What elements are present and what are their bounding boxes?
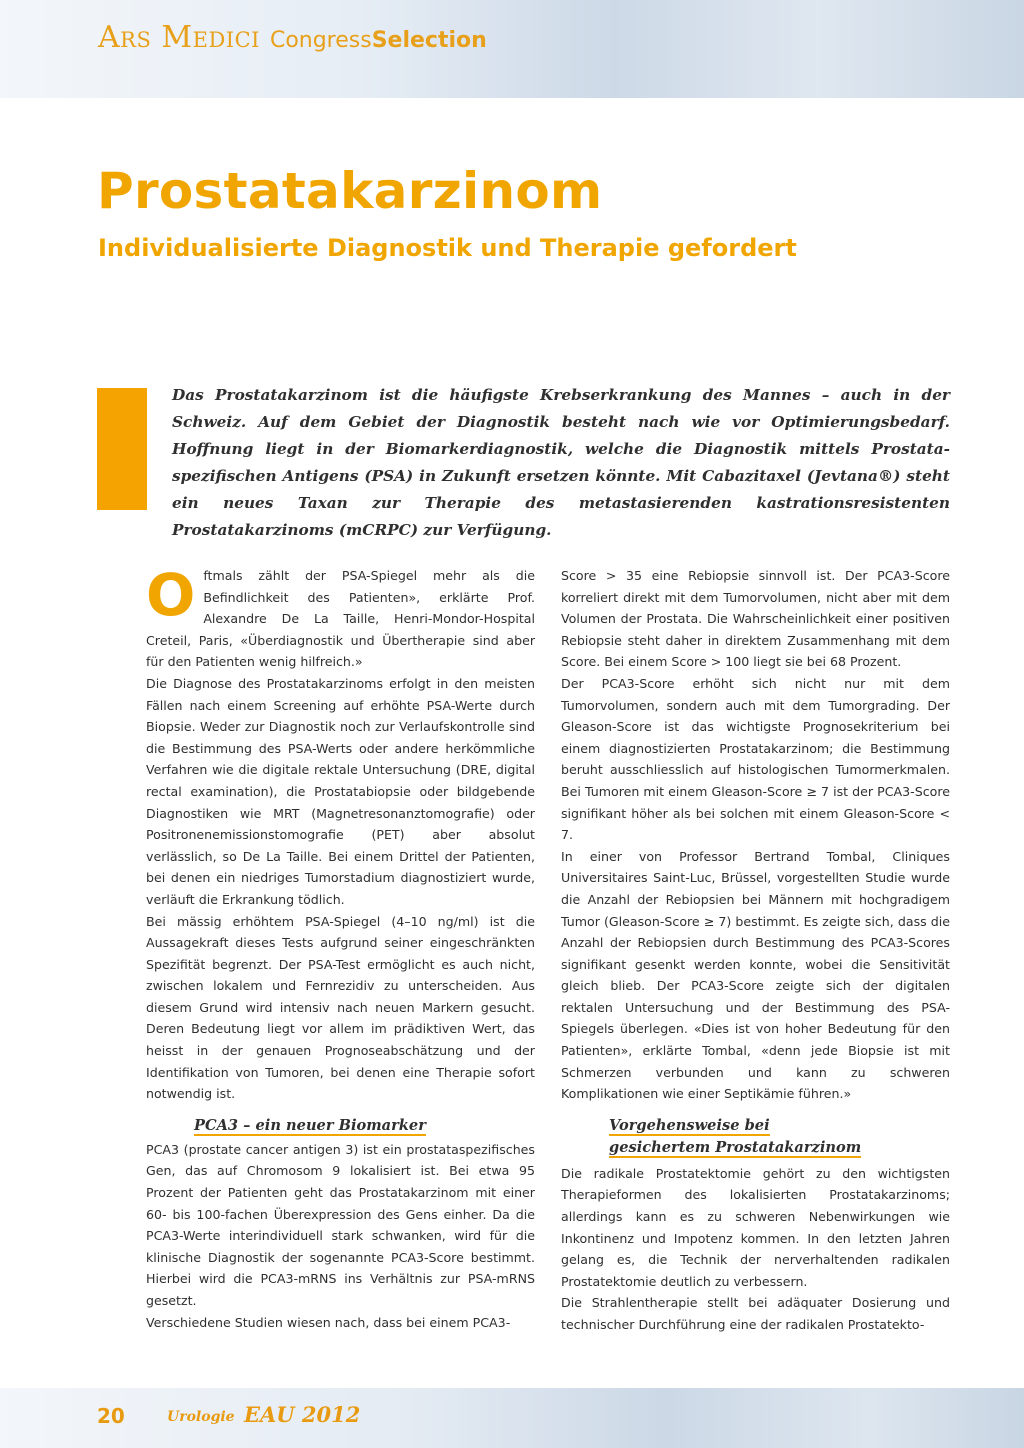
article-lead: Das Prostatakarzinom ist die häufigste Krebserkrankung des Mannes – auch in der Schweiz. Auf dem Gebiet der Diagnostik besteht nach wie vor Optimierungsbedarf. Hoffnung liegt in der Biomarkerdiagnostik, welche die Diagnostik mittels Prostata-spezifischen Antigens (PSA) in Zukunft ersetzen könnte. Mit Cabazitaxel (Jevtana®) steht ein neues Taxan zur Therapie des metastasierenden kastrationsresistenten Prostatakarzinoms (mCRPC) zur Verfügung. — [172, 386, 950, 539]
column-right — [561, 565, 950, 1336]
paragraph-radiotherapy: Die Strahlentherapie stellt bei adäquater Dosierung und technischer Durchführung eine der radikalen Prostatekto- — [561, 1295, 950, 1332]
paragraph-gleason: Der PCA3-Score erhöht sich nicht nur mit dem Tumorvolumen, sondern auch mit dem Tumorgrading. Der Gleason-Score ist das wichtigste Prognosekriterium bei einem diagnostizierten Prostatakarzinom; die Bestimmung beruht ausschliesslich auf histologischen Tumormerkmalen. Bei Tumoren mit einem Gleason-Score ≥ 7 ist der PCA3-Score signifikant höher als bei solchen mit einem Gleason-Score < 7. — [561, 675, 950, 843]
masthead — [98, 20, 487, 60]
section-heading-pca3 — [146, 1115, 535, 1137]
lead-accent-bar — [97, 388, 147, 510]
footer-event: EAU 2012 — [244, 1402, 361, 1427]
page-number: 20 — [97, 1404, 125, 1428]
column-left — [146, 561, 535, 1333]
paragraph-studies: Verschiedene Studien wiesen nach, dass bei einem PCA3- — [146, 1314, 511, 1330]
paragraph-psa: Bei mässig erhöhtem PSA-Spiegel (4–10 ng/ml) ist die Aussagekraft dieses Tests aufgrund seiner eingeschränkten Spezifität begrenzt. Der PSA-Test ermöglicht es auch nicht, zwischen lokalem und Fernrezidiv zu unterscheiden. Aus diesem Grund wird intensiv nach neuen Markern gesucht. Deren Bedeutung liegt vor allem im prädiktiven Wert, das heisst in der genauen Prognoseabschätzung und der Identifikation von Tumoren, bei denen eine Therapie sofort notwendig ist. — [146, 913, 535, 1102]
section-heading-vorgehen — [561, 1115, 950, 1159]
paragraph-prostatectomy: Die radikale Prostatektomie gehört zu den wichtigsten Therapieformen des lokalisierten Prostatakarzinoms; allerdings kann es zu schweren Nebenwirkungen wie Inkontinenz und Impotenz kommen. In den letzten Jahren gelang es, die Technik der nerverhaltenden radikalen Prostatektomie deutlich zu verbessern. — [561, 1165, 950, 1289]
selection-label: Selection — [371, 28, 487, 53]
paragraph-score: Score > 35 eine Rebiopsie sinnvoll ist. Der PCA3-Score korreliert direkt mit dem Tumorvolumen, nicht aber mit dem Volumen der Prostata. Die Wahrscheinlichkeit einer positiven Rebiopsie steht daher in direktem Zusammenhang mit dem Score. Bei einem Score > 100 liegt sie bei 68 Prozent. — [561, 568, 950, 670]
paragraph-diagnosis: Die Diagnose des Prostatakarzinoms erfolgt in den meisten Fällen nach einem Screening auf erhöhte PSA-Werte durch Biopsie. Weder zur Diagnostik noch zur Verlaufskontrolle sind die Bestimmung des PSA-Werts oder andere herkömmliche Verfahren wie die digitale rektale Untersuchung (DRE, digital rectal examination), die Prostatabiopsie oder bildgebende Diagnostiken wie MRT (Magnetresonanztomografie) oder Positronenemissionstomografie (PET) aber absolut verlässlich, so De La Taille. Bei einem Drittel der Patienten, bei denen ein niedriges Tumorstadium diagnostiziert wurde, verläuft die Erkrankung tödlich. — [146, 675, 535, 907]
section-heading-vorgehen-line2: gesichertem Prostatakarzinom — [609, 1138, 862, 1156]
article-subtitle: Individualisierte Diagnostik und Therapie gefordert — [98, 234, 797, 262]
section-heading-pca3-text: PCA3 – ein neuer Biomarker — [194, 1116, 426, 1134]
footer-section: Urologie — [167, 1409, 235, 1425]
paragraph-intro-text: ftmals zählt der PSA-Spiegel mehr als die Befindlichkeit des Patienten», erklärte Prof. Alexandre De La Taille, Henri-Mondor-Hospital Creteil, Paris, «Überdiagnostik und Übertherapie sind aber für den Patienten wenig hilfreich.» — [146, 568, 535, 670]
footer-band — [0, 1388, 1024, 1448]
paragraph-intro — [146, 561, 535, 673]
dropcap: O — [146, 561, 196, 629]
ars-medici-logo: Ars Medici — [98, 20, 260, 55]
article-title: Prostatakarzinom — [97, 162, 603, 220]
section-heading-vorgehen-line1: Vorgehensweise bei — [609, 1116, 770, 1134]
paragraph-tombal: In einer von Professor Bertrand Tombal, Cliniques Universitaires Saint-Luc, Brüssel, vorgestellten Studie wurde die Anzahl der Rebiopsien bei Männern mit hochgradigem Tumor (Gleason-Score ≥ 7) bestimmt. Es zeigte sich, dass die Anzahl der Rebiopsien durch Bestimmung des PCA3-Scores signifikant gesenkt werden konnte, wobei die Sensitivität gleich blieb. Der PCA3-Score zeigte sich der digitalen rektalen Untersuchung und der Bestimmung des PSA-Spiegels überlegen. «Dies ist von hoher Bedeutung für den Patienten», erklärte Tombal, «denn jede Biopsie ist mit Schmerzen verbunden und kann zu schweren Komplikationen wie einer Septikämie führen.» — [561, 848, 950, 1102]
congress-label: Congress — [269, 28, 372, 53]
paragraph-pca3: PCA3 (prostate cancer antigen 3) ist ein prostataspezifisches Gen, das auf Chromosom 9 lokalisiert ist. Bei etwa 95 Prozent der Patienten geht das Prostatakarzinom mit einer 60- bis 100-fachen Überexpression des Gens einher. Da die PCA3-Werte interindividuell stark schwanken, wird für die klinische Diagnostik der sogenannte PCA3-Score bestimmt. Hierbei wird die PCA3-mRNS ins Verhältnis zur PSA-mRNS gesetzt. — [146, 1141, 535, 1308]
